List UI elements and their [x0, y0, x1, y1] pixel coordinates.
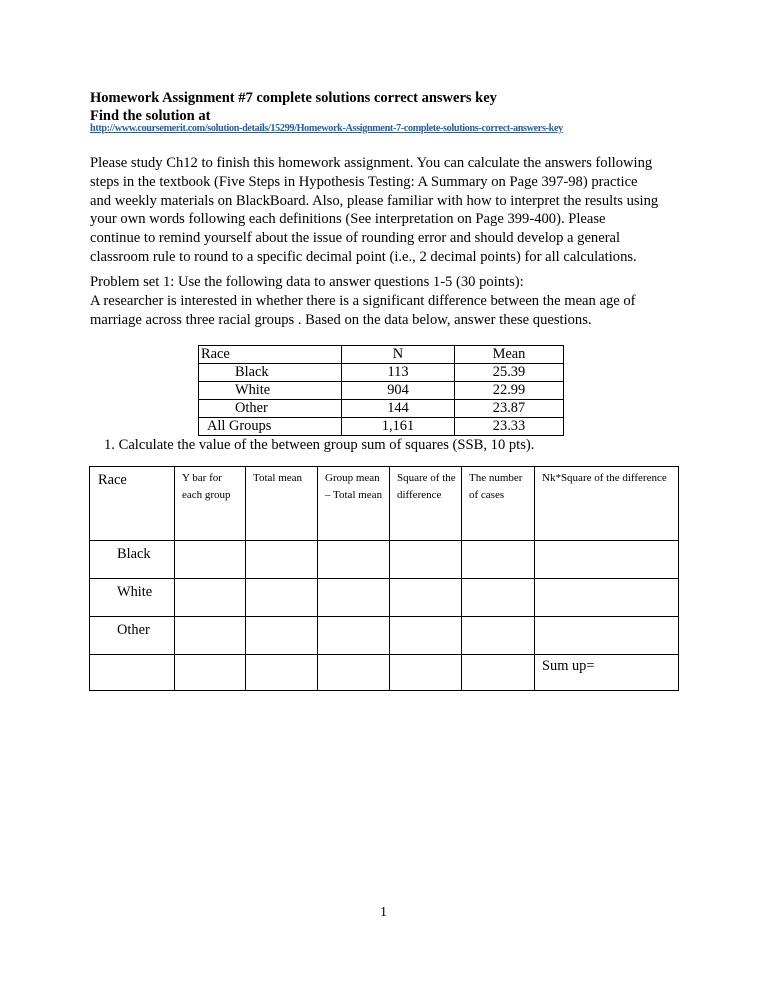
- intro-line: Please study Ch12 to finish this homework assignment. You can calculate the answers following: [90, 155, 653, 171]
- worksheet-header-row: [90, 467, 679, 541]
- cell-mean: 23.33: [455, 418, 564, 436]
- worksheet-cell[interactable]: [462, 655, 535, 691]
- cell-n: 1,161: [342, 418, 455, 436]
- intro-line: classroom rule to round to a specific decimal point (i.e., 2 decimal points) for all calculations.: [90, 248, 637, 265]
- worksheet-cell[interactable]: [246, 617, 318, 655]
- worksheet-cell[interactable]: [175, 617, 246, 655]
- worksheet-header-num-cases: The number of cases: [462, 467, 535, 541]
- header-mean: Mean: [455, 346, 564, 364]
- worksheet-cell[interactable]: [535, 617, 679, 655]
- sum-up-cell[interactable]: Sum up=: [535, 655, 679, 691]
- data-table-header-row: [199, 346, 564, 364]
- cell-race: Black: [199, 364, 342, 382]
- worksheet-cell[interactable]: [318, 655, 390, 691]
- problem-set-text: [90, 273, 636, 329]
- table-row: [199, 364, 564, 382]
- table-row: [90, 617, 679, 655]
- cell-race: All Groups: [199, 418, 342, 436]
- cell-n: 144: [342, 400, 455, 418]
- worksheet-cell[interactable]: [462, 579, 535, 617]
- table-row: [90, 579, 679, 617]
- worksheet-header-square-diff: Square of the difference: [390, 467, 462, 541]
- worksheet-cell[interactable]: [175, 579, 246, 617]
- worksheet-row-label: Black: [90, 541, 175, 579]
- worksheet-cell[interactable]: [90, 655, 175, 691]
- worksheet-cell[interactable]: [246, 579, 318, 617]
- intro-line: your own words following each definitions (See interpretation on Page 399-400). Please: [90, 211, 606, 228]
- table-row: [199, 382, 564, 400]
- intro-line: and weekly materials on BlackBoard. Also, please familiar with how to interpret the results using: [90, 192, 659, 209]
- header-race: Race: [199, 346, 342, 364]
- cell-race: Other: [199, 400, 342, 418]
- ssb-worksheet-table: [89, 466, 679, 691]
- cell-mean: 25.39: [455, 364, 564, 382]
- worksheet-cell[interactable]: [535, 541, 679, 579]
- worksheet-header-nk-square: Nk*Square of the difference: [535, 467, 679, 541]
- solution-link[interactable]: http://www.coursemerit.com/solution-details/15299/Homework-Assignment-7-complete-solutions-correct-answers-key: [90, 123, 563, 134]
- worksheet-sum-row: [90, 655, 679, 691]
- worksheet-cell[interactable]: [318, 579, 390, 617]
- cell-race: White: [199, 382, 342, 400]
- worksheet-cell[interactable]: [175, 541, 246, 579]
- title-line-1: Homework Assignment #7 complete solutions correct answers key: [90, 90, 497, 106]
- title-block: [90, 89, 497, 125]
- worksheet-header-total-mean: Total mean: [246, 467, 318, 541]
- worksheet-row-label: White: [90, 579, 175, 617]
- problem-line: marriage across three racial groups . Based on the data below, answer these questions.: [90, 311, 592, 328]
- worksheet-header-ybar: Y bar for each group: [175, 467, 246, 541]
- cell-n: 113: [342, 364, 455, 382]
- cell-mean: 23.87: [455, 400, 564, 418]
- intro-line: continue to remind yourself about the issue of rounding error and should develop a general: [90, 230, 621, 247]
- worksheet-header-group-minus-total: Group mean – Total mean: [318, 467, 390, 541]
- worksheet-row-label: Other: [90, 617, 175, 655]
- page-number: 1: [380, 905, 387, 920]
- worksheet-cell[interactable]: [246, 541, 318, 579]
- worksheet-cell[interactable]: [390, 579, 462, 617]
- worksheet-cell[interactable]: [318, 541, 390, 579]
- worksheet-cell[interactable]: [462, 617, 535, 655]
- worksheet-cell[interactable]: [390, 617, 462, 655]
- table-row: [90, 541, 679, 579]
- table-row: [199, 418, 564, 436]
- intro-line: steps in the textbook (Five Steps in Hypothesis Testing: A Summary on Page 397-98) practice: [90, 173, 638, 190]
- worksheet-cell[interactable]: [246, 655, 318, 691]
- data-table: [198, 345, 564, 436]
- worksheet-cell[interactable]: [462, 541, 535, 579]
- header-n: N: [342, 346, 455, 364]
- cell-mean: 22.99: [455, 382, 564, 400]
- problem-line: Problem set 1: Use the following data to answer questions 1-5 (30 points):: [90, 274, 524, 290]
- worksheet-cell[interactable]: [175, 655, 246, 691]
- worksheet-header-race: Race: [90, 467, 175, 541]
- question-1: 1. Calculate the value of the between group sum of squares (SSB, 10 pts).: [104, 437, 535, 453]
- worksheet-cell[interactable]: [390, 541, 462, 579]
- table-row: [199, 400, 564, 418]
- cell-n: 904: [342, 382, 455, 400]
- intro-paragraph: [90, 154, 690, 267]
- title-line-2: Find the solution at: [90, 108, 211, 124]
- worksheet-cell[interactable]: [535, 579, 679, 617]
- worksheet-cell[interactable]: [390, 655, 462, 691]
- problem-line: A researcher is interested in whether there is a significant difference between the mean age of: [90, 292, 636, 309]
- worksheet-cell[interactable]: [318, 617, 390, 655]
